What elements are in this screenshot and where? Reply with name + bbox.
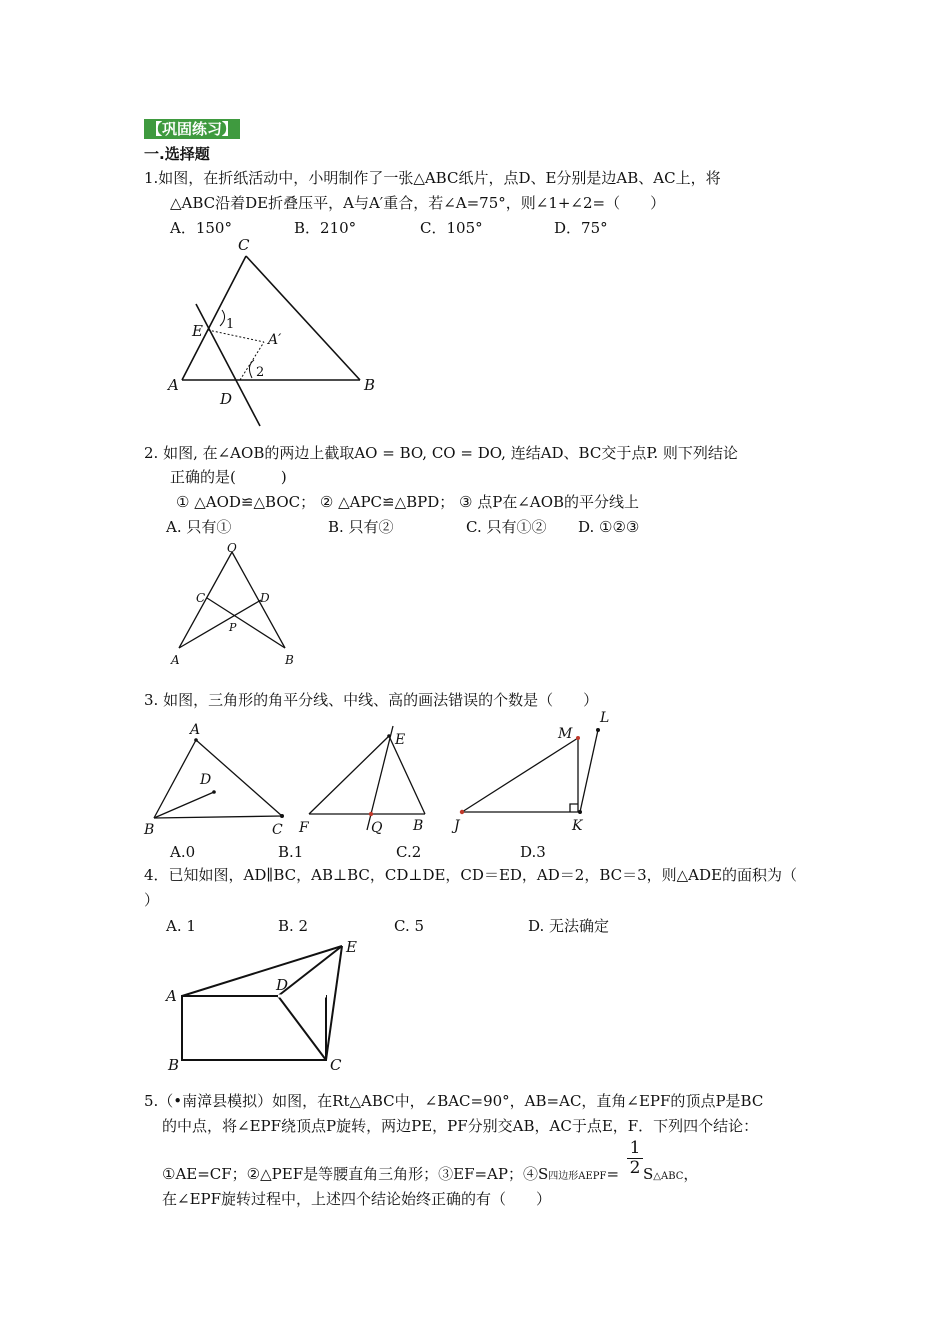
q5-line3-start: ①AE=CF；②△PEF是等腰直角三角形；③EF=AP；④S [162, 1165, 549, 1183]
q4-option-d: D. 无法确定 [528, 917, 610, 935]
q4-label-c: C [330, 1056, 342, 1074]
q4-figure [160, 936, 380, 1076]
q3-label-j: J [454, 818, 460, 834]
q5-line3-sub2: △ABC [653, 1171, 684, 1182]
q1-label-e: E [192, 322, 203, 340]
q2-label-c: C [196, 591, 206, 605]
q4-label-e: E [346, 938, 357, 956]
q4-rect-abcd [182, 996, 326, 1060]
q2-option-a: A. 只有① [166, 518, 232, 536]
section-tag: 【巩固练习】 [144, 119, 240, 139]
q1-text-line1: 1.如图，在折纸活动中，小明制作了一张△ABC纸片，点D、E分别是边AB、AC上，将 [144, 169, 721, 187]
q2-statements: ① △AOD≌△BOC； ② △APC≌△BPD； ③ 点P在∠AOB的平分线上 [176, 493, 640, 511]
q5-text-line3 [162, 1164, 619, 1187]
q5-fraction-denominator: 2 [629, 1158, 641, 1178]
q4-label-d: D [276, 976, 289, 994]
q1-label-a: A [168, 376, 179, 394]
q4-text-line1: 4．已知如图，AD∥BC，AB⊥BC，CD⊥DE，CD＝ED，AD＝2，BC＝3，则△ADE的面积为（ [144, 866, 797, 884]
q5-fraction-numerator: 1 [627, 1138, 643, 1159]
q3-label-f: F [299, 820, 309, 836]
q4-option-a: A. 1 [166, 917, 196, 935]
q1-label-d: D [220, 390, 233, 408]
q2-side-ob [232, 552, 285, 648]
q3-option-b: B.1 [278, 843, 304, 861]
q5-text-line3-end [643, 1164, 698, 1187]
q4-text-line2: ） [144, 891, 160, 909]
q5-line3-comma: ， [683, 1165, 699, 1183]
q1-option-a: A．150° [170, 219, 232, 237]
q2-text-line2: 正确的是( ) [170, 468, 287, 486]
q2-label-p: P [229, 621, 237, 634]
q4-label-b: B [168, 1056, 180, 1074]
q1-label-b: B [364, 376, 376, 394]
q4-option-c: C. 5 [394, 917, 425, 935]
q2-label-b: B [285, 653, 294, 667]
q1-option-c: C．105° [420, 219, 483, 237]
q2-label-o: O [227, 541, 237, 555]
q3-figure-1 [140, 718, 300, 838]
q2-label-a: A [171, 653, 180, 667]
q4-option-b: B. 2 [278, 917, 309, 935]
q3-figure-3 [450, 708, 620, 838]
q1-option-d: D．75° [554, 219, 608, 237]
q5-text-line2: 的中点，将∠EPF绕顶点P旋转，两边PE，PF分别交AB，AC于点E，F．下列四个结论： [162, 1117, 759, 1135]
q5-line3-sub: 四边形AEPF [548, 1171, 607, 1182]
q2-side-oa [179, 552, 232, 648]
q3-label-c: C [272, 822, 283, 838]
q1-angle-2-arc [249, 360, 254, 378]
section-heading: 一.选择题 [144, 145, 210, 163]
q2-label-d: D [260, 591, 270, 605]
q3-figure-2 [295, 718, 445, 838]
q1-label-1: 1 [226, 317, 235, 332]
q2-option-c: C. 只有①② [466, 518, 547, 536]
q4-label-a: A [166, 987, 177, 1005]
q3-label-a: A [190, 722, 201, 738]
q2-option-b: B. 只有② [328, 518, 394, 536]
q2-figure [165, 540, 305, 670]
q1-dashed-ea [208, 330, 264, 342]
q3-label-b2: B [413, 818, 424, 834]
q1-side-bc [246, 256, 360, 380]
q1-label-c: C [238, 236, 250, 254]
q3-label-k: K [572, 818, 583, 834]
q1-label-2: 2 [256, 365, 265, 380]
q3-option-a: A.0 [170, 843, 196, 861]
q5-line3-eq: = [606, 1165, 620, 1183]
q3-label-e: E [395, 732, 406, 748]
q1-label-ap: A′ [268, 332, 282, 348]
q3-label-m: M [558, 726, 573, 742]
q3-label-d: D [200, 772, 212, 788]
q5-fraction [627, 1138, 643, 1177]
q3-label-b: B [144, 822, 155, 838]
q2-segment-bc [207, 598, 285, 648]
q5-text-line1: 5.（•南漳县模拟）如图，在Rt△ABC中，∠BAC=90°，AB=AC，直角∠EPF的顶点P是BC [144, 1092, 764, 1110]
q3-text-line1: 3. 如图，三角形的角平分线、中线、高的画法错误的个数是（ ） [144, 691, 599, 709]
q1-text-line2: △ABC沿着DE折叠压平，A与A′重合，若∠A=75°，则∠1+∠2=（ ） [170, 194, 666, 212]
q3-option-c: C.2 [396, 843, 422, 861]
q2-option-d: D. ①②③ [578, 518, 640, 536]
q5-line3-s: S [643, 1165, 654, 1183]
q1-option-b: B．210° [294, 219, 357, 237]
q3-label-l: L [600, 710, 610, 726]
q1-side-ac [182, 256, 246, 380]
q1-figure [160, 232, 390, 412]
q3-label-q: Q [371, 820, 383, 836]
q1-angle-1-arc [220, 310, 225, 326]
q3-option-d: D.3 [520, 843, 546, 861]
q2-text-line1: 2. 如图, 在∠AOB的两边上截取AO = BO, CO = DO, 连结AD、BC交于点P. 则下列结论 [144, 444, 738, 462]
q3-fig1-bisector [154, 792, 214, 818]
q5-text-line4: 在∠EPF旋转过程中，上述四个结论始终正确的有（ ） [162, 1190, 552, 1208]
